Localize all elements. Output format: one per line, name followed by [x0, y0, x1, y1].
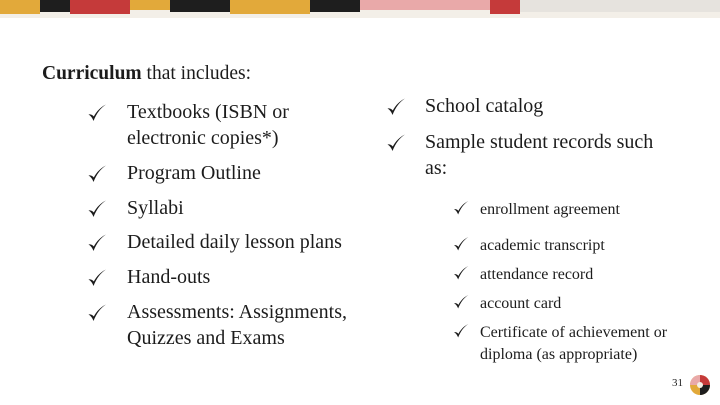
item-line: as:	[425, 157, 448, 179]
check-mark-icon	[452, 264, 474, 286]
check-mark-icon	[86, 198, 108, 220]
item-line: electronic copies*)	[127, 127, 279, 149]
item-line: School catalog	[425, 95, 544, 117]
item-line: Sample student records such	[425, 131, 654, 153]
item-line: Detailed daily lesson plans	[127, 231, 342, 253]
check-mark-icon	[452, 322, 474, 344]
item-line: Syllabi	[127, 197, 184, 219]
item-line: attendance record	[480, 266, 594, 283]
check-mark-icon	[385, 96, 407, 118]
item-line: Assessments: Assignments,	[127, 301, 348, 323]
item-line: academic transcript	[480, 237, 605, 254]
check-mark-icon	[86, 102, 108, 124]
top-banner	[0, 0, 720, 18]
check-mark-icon	[385, 132, 407, 154]
check-mark-icon	[452, 199, 474, 221]
item-line: diploma (as appropriate)	[480, 346, 638, 363]
item-line: Program Outline	[127, 162, 261, 184]
item-line: Hand-outs	[127, 266, 211, 288]
heading-bold: Curriculum	[42, 63, 142, 84]
check-mark-icon	[86, 302, 108, 324]
check-mark-icon	[452, 235, 474, 257]
check-mark-icon	[452, 293, 474, 315]
item-line: Certificate of achievement or	[480, 324, 668, 341]
page-number: 31	[672, 377, 683, 389]
item-line: Textbooks (ISBN or	[127, 101, 289, 123]
logo-icon	[689, 374, 711, 396]
item-line: enrollment agreement	[480, 201, 620, 218]
item-line: Quizzes and Exams	[127, 327, 285, 349]
check-mark-icon	[86, 163, 108, 185]
check-mark-icon	[86, 232, 108, 254]
item-line: account card	[480, 295, 562, 312]
slide-heading	[42, 62, 251, 86]
check-mark-icon	[86, 267, 108, 289]
heading-rest: that includes:	[141, 63, 252, 84]
